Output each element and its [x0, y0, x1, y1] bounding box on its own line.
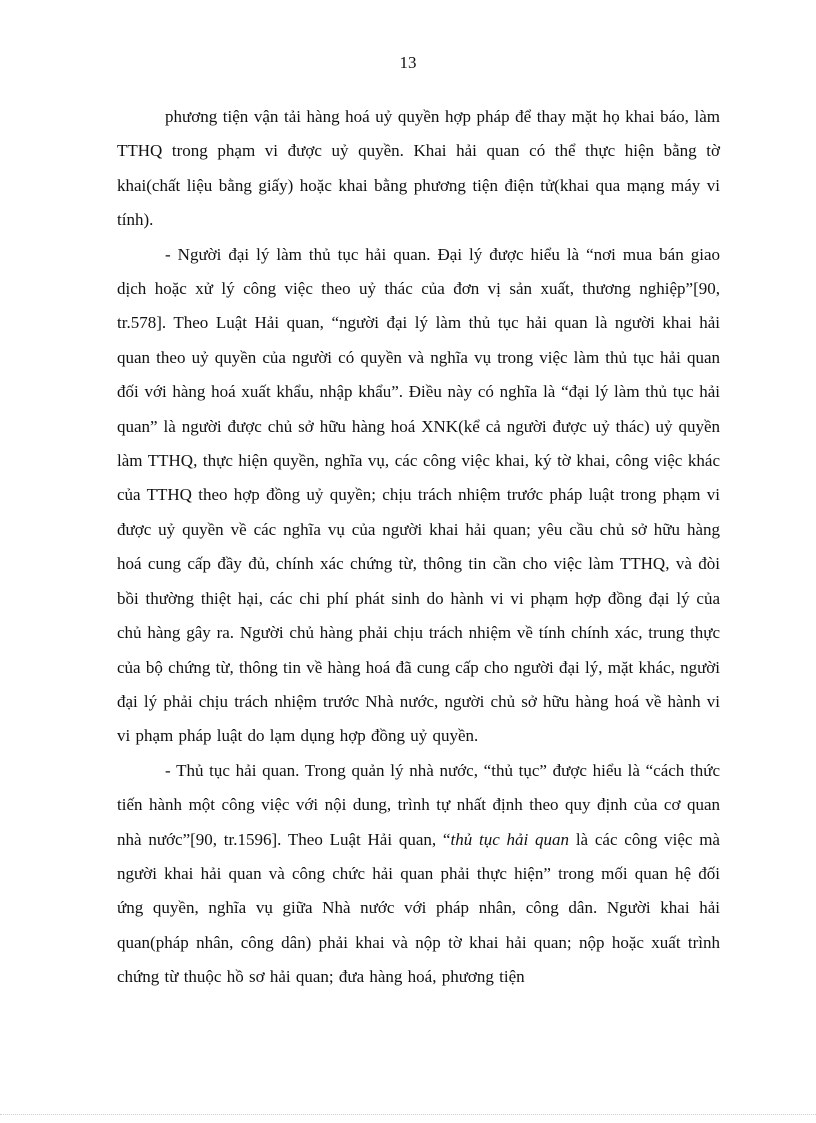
page-bottom-divider [0, 1114, 816, 1115]
page-number: 13 [399, 53, 417, 72]
paragraph-2-agent: - Người đại lý làm thủ tục hải quan. Đại lý được hiểu là “nơi mua bán giao dịch hoặc xử lý công việc theo uỷ thác của đơn vị sản xuất, thương nghiệp”[90, tr.578]. Theo Luật Hải quan, “người đại lý làm thủ tục hải quan là người khai hải quan theo uỷ quyền của người có quyền và nghĩa vụ trong việc làm thủ tục hải quan đối với hàng hoá xuất khẩu, nhập khẩu”. Điều này có nghĩa là “đại lý làm thủ tục hải quan” là người được chủ sở hữu hàng hoá XNK(kể cả người được uỷ thác) uỷ quyền làm TTHQ, thực hiện quyền, nghĩa vụ, các công việc khai, ký tờ khai, công việc khác của TTHQ theo hợp đồng uỷ quyền; chịu trách nhiệm trước pháp luật trong phạm vi được uỷ quyền về các nghĩa vụ của người khai hải quan; yêu cầu chủ sở hữu hàng hoá cung cấp đầy đủ, chính xác chứng từ, thông tin cần cho việc làm TTHQ, và đòi bồi thường thiệt hại, các chi phí phát sinh do hành vi vi phạm hợp đồng đại lý của chủ hàng gây ra. Người chủ hàng phải chịu trách nhiệm về tính chính xác, trung thực của bộ chứng từ, thông tin về hàng hoá đã cung cấp cho người đại lý, mặt khác, người đại lý phải chịu trách nhiệm trước Nhà nước, người chủ sở hữu hàng hoá về hành vi vi phạm pháp luật do lạm dụng hợp đồng uỷ quyền. [117, 244, 720, 746]
paragraph-3-text-after: là các công việc mà người khai hải quan và công chức hải quan phải thực hiện” trong mối quan hệ đối ứng quyền, nghĩa vụ giữa Nhà nước với pháp nhân, công dân. Người khai hải quan(pháp nhân, công dân) phải khai và nộp tờ khai hải quan; nộp hoặc xuất trình chứng từ thuộc hồ sơ hải quan; đưa hàng hoá, phương tiện [117, 829, 720, 987]
paragraph-3-italic-term: thủ tục hải quan [450, 829, 570, 849]
document-body [117, 100, 720, 995]
paragraph-3-customs-procedure [117, 754, 720, 995]
paragraph-3-text-before: - Thủ tục hải quan. Trong quản lý nhà nước, “thủ tục” được hiểu là “cách thức tiến hành một công việc với nội dung, trình tự nhất định theo quy định của cơ quan nhà nước”[90, tr.1596]. Theo Luật Hải quan, “ [117, 760, 720, 849]
paragraph-1: phương tiện vận tải hàng hoá uỷ quyền hợp pháp để thay mặt họ khai báo, làm TTHQ trong phạm vi được uỷ quyền. Khai hải quan có thể thực hiện bằng tờ khai(chất liệu bằng giấy) hoặc khai bằng phương tiện điện tử(khai qua mạng máy vi tính). [117, 107, 720, 230]
